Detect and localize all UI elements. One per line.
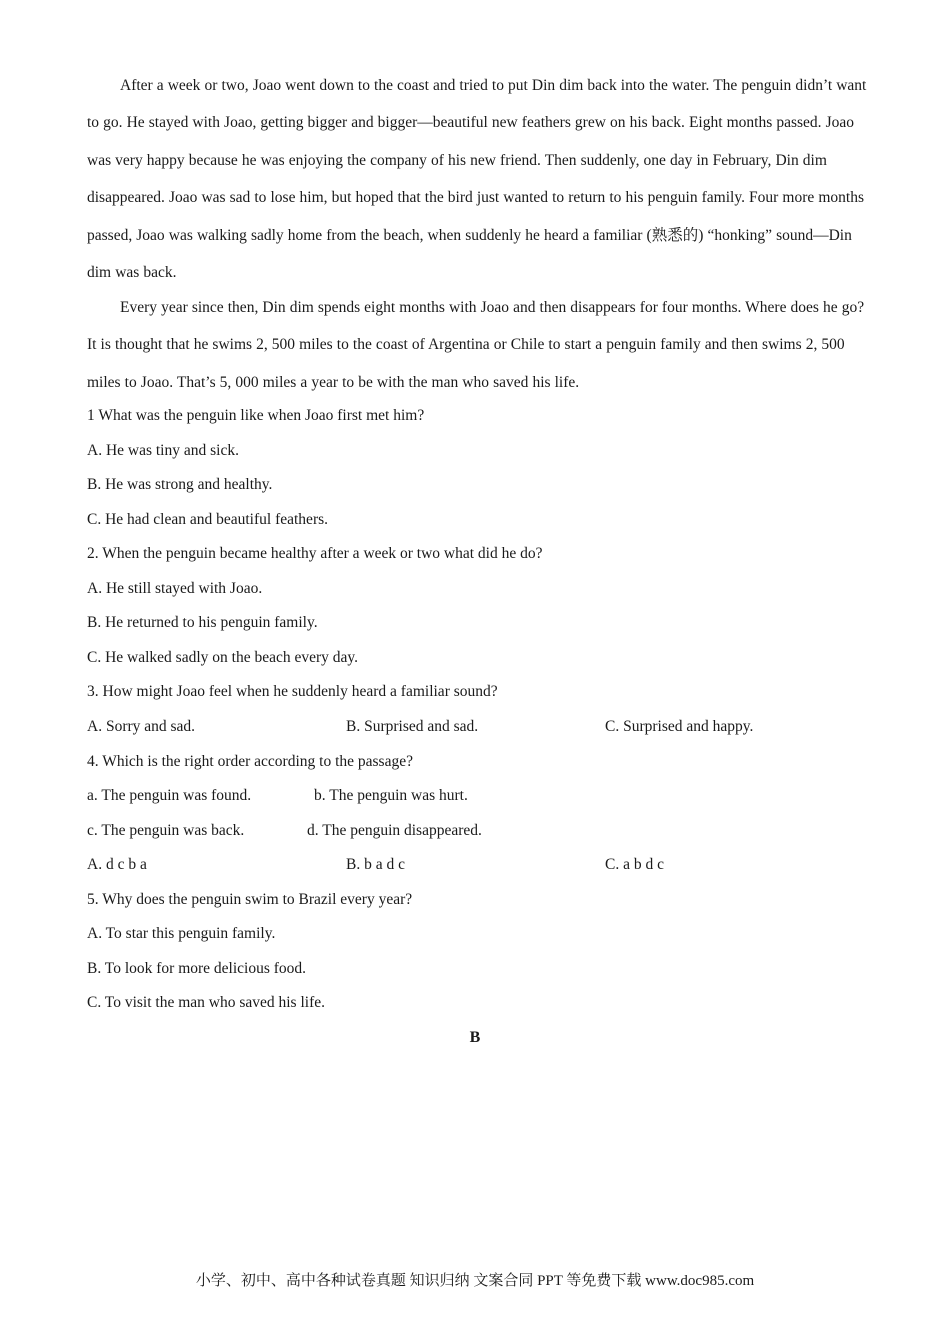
passage-paragraph-1: After a week or two, Joao went down to the coast and tried to put Din dim back into the water. The penguin didn’t want to go. He stayed with Joao, getting bigger and bigger—beautiful new feathers grew on his back. Eight months passed. Joao was very happy because he was enjoying the company of his new friend. Then suddenly, one day in February, Din dim disappeared. Joao was sad to lose him, but hoped that the bird just wanted to return to his penguin family. Four more months passed, Joao was walking sadly home from the beach, when suddenly he heard a familiar (熟悉的) “honking” sound—Din dim was back. [87,77,867,282]
question-3-stem: 3. How might Joao feel when he suddenly heard a familiar sound? [87,683,498,700]
question-5-option-c: C. To visit the man who saved his life. [87,994,325,1011]
question-4-item-d: d. The penguin disappeared. [307,822,482,839]
question-1-option-a: A. He was tiny and sick. [87,442,239,459]
question-4-item-c: c. The penguin was back. [87,822,245,839]
question-2-option-c: C. He walked sadly on the beach every day. [87,649,359,666]
question-3-option-c: C. Surprised and happy. [605,718,754,735]
question-2-option-a: A. He still stayed with Joao. [87,580,263,597]
question-4-option-a: A. d c b a [87,856,147,873]
question-5-option-a: A. To star this penguin family. [87,925,276,942]
section-heading: B [469,1029,481,1046]
question-4-item-a: a. The penguin was found. [87,787,252,804]
question-1-option-b: B. He was strong and healthy. [87,476,273,493]
question-3-option-b: B. Surprised and sad. [346,718,479,735]
question-3-option-a: A. Sorry and sad. [87,718,196,735]
question-4-option-c: C. a b d c [605,856,664,873]
page-footer: 小学、初中、高中各种试卷真题 知识归纳 文案合同 PPT 等免费下载 www.doc985.com [195,1273,755,1289]
question-4-stem: 4. Which is the right order according to the passage? [87,753,413,770]
question-2-stem: 2. When the penguin became healthy after a week or two what did he do? [87,545,543,562]
question-2-option-b: B. He returned to his penguin family. [87,614,318,631]
passage-paragraph-2: Every year since then, Din dim spends eight months with Joao and then disappears for four months. Where does he go? It is thought that he swims 2, 500 miles to the coast of Argentina or Chile to start a penguin family and then swims 2, 500 miles to Joao. That’s 5, 000 miles a year to be with the man who saved his life. [87,299,865,391]
question-4-item-b: b. The penguin was hurt. [314,787,468,804]
question-5-stem: 5. Why does the penguin swim to Brazil every year? [87,891,413,908]
question-1-stem: 1 What was the penguin like when Joao first met him? [87,407,425,424]
question-1-option-c: C. He had clean and beautiful feathers. [87,511,329,528]
question-4-option-b: B. b a d c [346,856,405,873]
question-5-option-b: B. To look for more delicious food. [87,960,307,977]
